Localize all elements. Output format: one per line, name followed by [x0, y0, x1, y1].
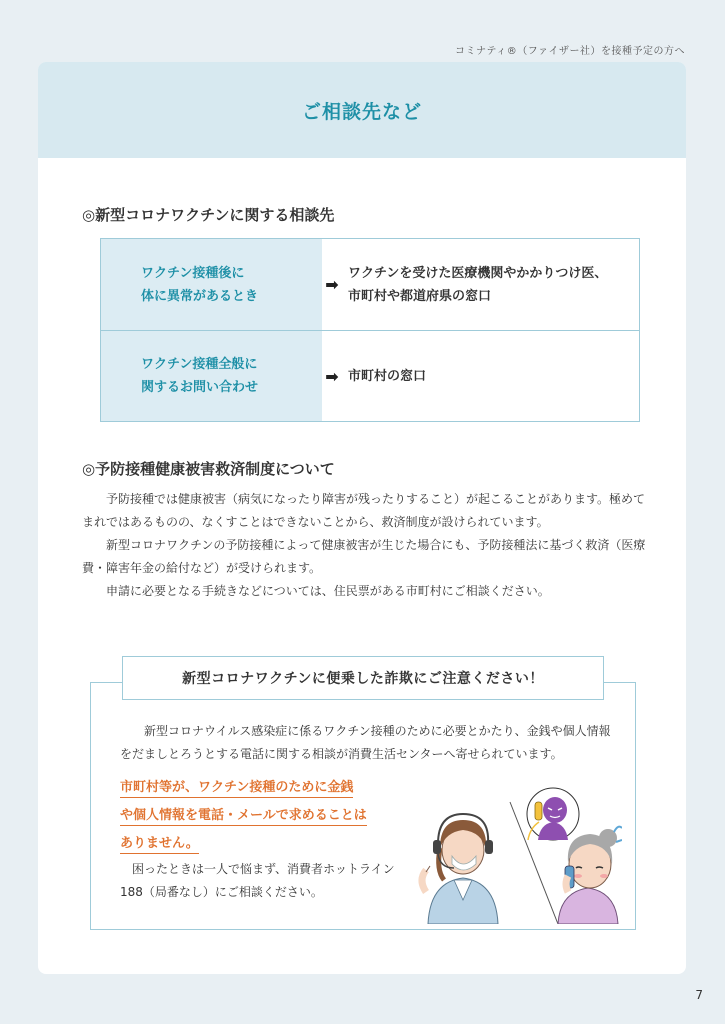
fraud-hotline: 困ったときは一人で悩まず、消費者ホットライン188（局番なし）にご相談ください。 [120, 862, 395, 899]
warning-line: 市町村等が、ワクチン接種のために金銭 [120, 780, 353, 798]
consultation-row [101, 239, 639, 330]
relief-heading: ◎予防接種健康被害救済制度について [82, 460, 335, 478]
card-title-bar [38, 62, 686, 158]
card-title: ご相談先など [301, 100, 422, 123]
consultation-row-value [322, 239, 639, 330]
fraud-title: 新型コロナワクチンに便乗した詐欺にご注意ください！ [122, 656, 604, 700]
row-value-line: 市町村の窓口 [348, 368, 427, 384]
consultation-row-label [101, 331, 322, 421]
phone-scam-illustration [418, 784, 622, 924]
row-label-line: 体に異常があるとき [141, 288, 259, 304]
consultation-heading: ◎新型コロナワクチンに関する相談先 [82, 206, 335, 224]
consultation-row-label [101, 239, 322, 330]
consultation-row [101, 330, 639, 421]
warning-line: ありません。 [120, 836, 199, 854]
relief-paragraph: 申請に必要となる手続きなどについては、住民票がある市町村にご相談ください。 [106, 584, 550, 598]
content-card [38, 62, 686, 974]
row-label-line: 関するお問い合わせ [141, 380, 259, 395]
warning-line: や個人情報を電話・メールで求めることは [120, 808, 367, 826]
header-note: コミナティ®（ファイザー社）を接種予定の方へ [455, 46, 685, 57]
fraud-intro: 新型コロナウイルス感染症に係るワクチン接種のために必要とかたり、金銭や個人情報をだましとろうとする電話に関する相談が消費生活センターへ寄せられています。 [120, 724, 611, 761]
fraud-box-border [91, 682, 125, 683]
relief-paragraph: 新型コロナワクチンの予防接種によって健康被害が生じた場合にも、予防接種法に基づく救済（医療費・障害年金の給付など）が受けられます。 [82, 538, 646, 575]
row-label-line: ワクチン接種全般に [141, 357, 258, 372]
row-label-line: ワクチン接種後に [141, 265, 245, 281]
relief-body [82, 488, 647, 603]
scammer-icon [527, 788, 579, 840]
fraud-warning [120, 774, 400, 858]
consultation-row-value [322, 331, 639, 421]
operator-icon [422, 814, 498, 924]
page-number: 7 [695, 988, 703, 1002]
row-value-line: 市町村や都道府県の窓口 [348, 288, 492, 304]
row-value-line: ワクチンを受けた医療機関やかかりつけ医、 [348, 265, 608, 281]
arrow-right-icon: ➡ [325, 366, 339, 386]
fraud-box-border [601, 682, 635, 683]
relief-paragraph: 予防接種では健康被害（病気になったり障害が残ったりすること）が起こることがあります。極めてまれではあるものの、なくすことはできないことから、救済制度が設けられています。 [82, 492, 646, 529]
consultation-table [100, 238, 640, 422]
elderly-woman-icon [558, 827, 622, 924]
arrow-right-icon: ➡ [325, 275, 339, 294]
